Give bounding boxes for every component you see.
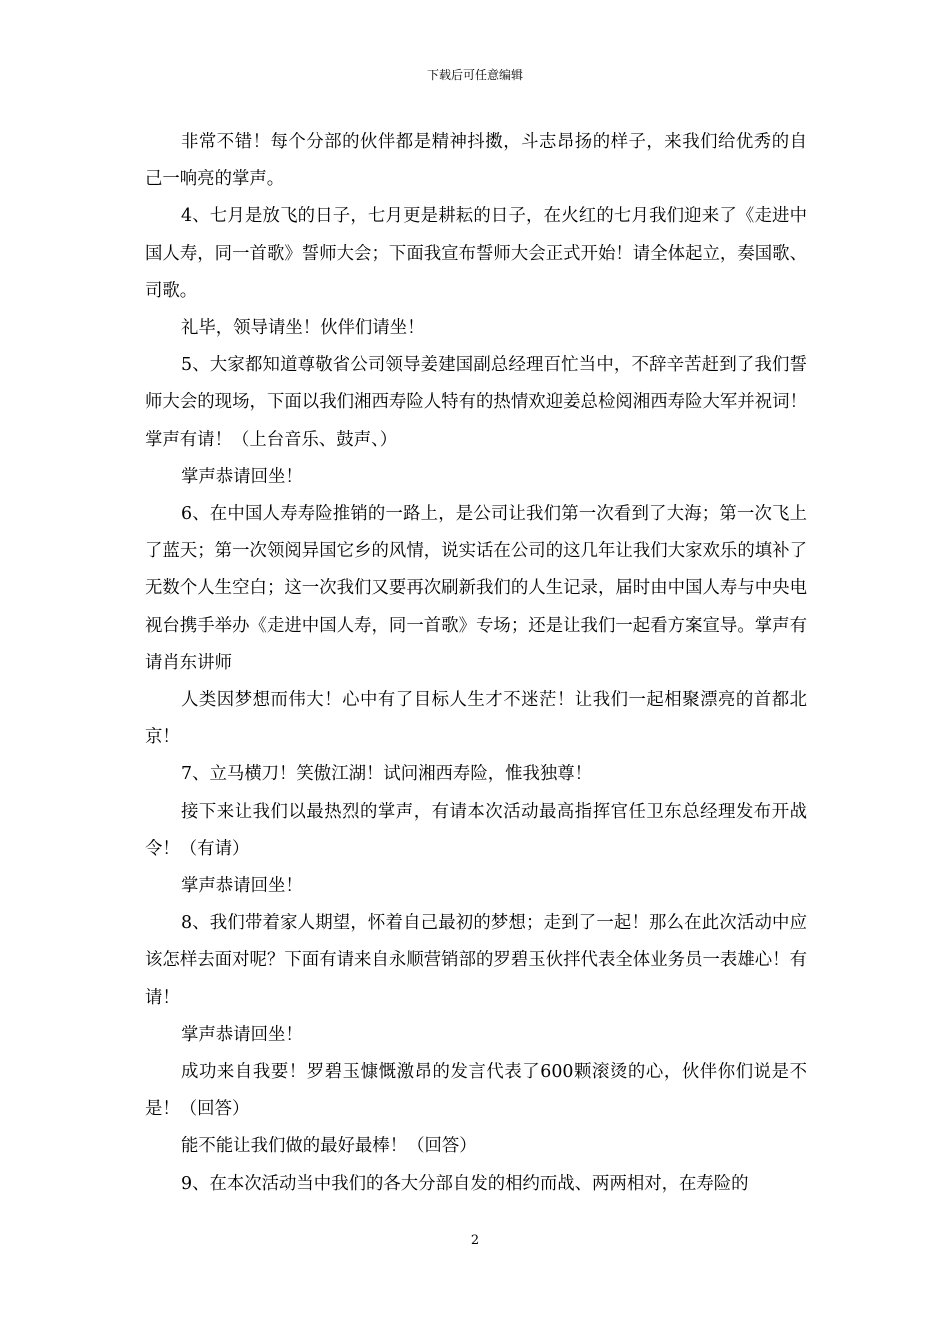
paragraph: 成功来自我要！罗碧玉慷慨激昂的发言代表了600颗滚烫的心，伙伴你们说是不是！（回答）: [145, 1062, 807, 1120]
document-body: [145, 124, 807, 1203]
paragraph: 6、在中国人寿寿险推销的一路上，是公司让我们第一次看到了大海；第一次飞上了蓝天；第一次领阅异国它乡的风情，说实话在公司的这几年让我们大家欢乐的填补了无数个人生空白；这一次我们又要再次刷新我们的人生记录，届时由中国人寿与中央电视台携手举办《走进中国人寿，同一首歌》专场；还是让我们一起看方案宣导。掌声有请肖东讲师: [145, 504, 807, 673]
paragraph: 4、七月是放飞的日子，七月更是耕耘的日子，在火红的七月我们迎来了《走进中国人寿，同一首歌》誓师大会；下面我宣布誓师大会正式开始！请全体起立，奏国歌、司歌。: [145, 206, 807, 301]
paragraph: 掌声恭请回坐！: [181, 466, 303, 487]
paragraph: 掌声恭请回坐！: [181, 1024, 303, 1045]
paragraph: 9、在本次活动当中我们的各大分部自发的相约而战、两两相对，在寿险的: [181, 1173, 749, 1194]
paragraph: 能不能让我们做的最好最棒！（回答）: [181, 1136, 477, 1157]
paragraph: 8、我们带着家人期望，怀着自己最初的梦想；走到了一起！那么在此次活动中应该怎样去面对呢？下面有请来自永顺营销部的罗碧玉伙拌代表全体业务员一表雄心！有请！: [145, 913, 807, 1008]
paragraph: 掌声恭请回坐！: [181, 876, 303, 897]
paragraph: 接下来让我们以最热烈的掌声，有请本次活动最高指挥官任卫东总经理发布开战令！（有请）: [145, 801, 807, 859]
page-header-note: 下载后可任意编辑: [426, 68, 523, 82]
paragraph: 人类因梦想而伟大！心中有了目标人生才不迷茫！让我们一起相聚漂亮的首都北京！: [145, 690, 807, 748]
page-number: 2: [470, 1233, 480, 1248]
paragraph: 非常不错！每个分部的伙伴都是精神抖擞，斗志昂扬的样子，来我们给优秀的自己一响亮的掌声。: [145, 132, 807, 190]
paragraph: 7、立马横刀！笑傲江湖！试问湘西寿险，惟我独尊！: [181, 764, 593, 785]
paragraph: 礼毕，领导请坐！伙伴们请坐！: [181, 318, 425, 339]
paragraph: 5、大家都知道尊敬省公司领导姜建国副总经理百忙当中，不辞辛苦赶到了我们誓师大会的现场，下面以我们湘西寿险人特有的热情欢迎姜总检阅湘西寿险大军并祝词！掌声有请！（上台音乐、鼓声、）: [145, 355, 807, 450]
